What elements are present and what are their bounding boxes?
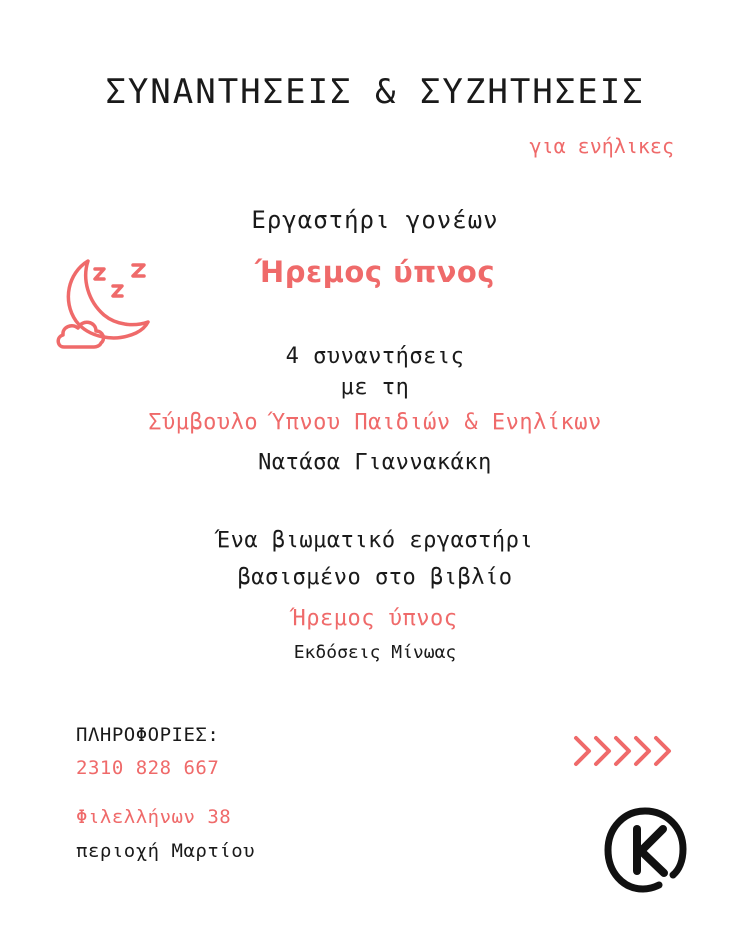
chevrons-right-icon: [572, 732, 682, 770]
book-intro: βασισμένο στο βιβλίο: [237, 565, 513, 590]
phone-number: 2310 828 667: [76, 757, 220, 779]
street-address: Φιλελλήνων 38: [76, 806, 232, 828]
info-label: ΠΛΗΡΟΦΟΡΙΕΣ:: [76, 724, 220, 746]
book-publisher: Εκδόσεις Μίνωας: [293, 642, 457, 663]
book-title: Ήρεμος ύπνος: [292, 606, 458, 631]
instructor-role: Σύμβουλο Ύπνου Παιδιών & Ενηλίκων: [148, 410, 602, 435]
workshop-type: Εργαστήρι γονέων: [251, 206, 499, 234]
moon-cloud-sleep-icon: [54, 255, 154, 355]
workshop-name: Ήρεμος ύπνος: [254, 255, 496, 289]
page-title: ΣΥΝΑΝΤΗΣΕΙΣ & ΣΥΖΗΤΗΣΕΙΣ: [105, 72, 645, 112]
sessions-count: 4 συναντήσεις: [285, 344, 465, 369]
instructor-name: Νατάσα Γιαννακάκη: [258, 450, 492, 475]
sessions-with: με τη: [340, 375, 410, 400]
audience-subtitle: για ενήλικες: [529, 134, 674, 158]
address-area: περιοχή Μαρτίου: [76, 840, 256, 862]
k-logo-icon: [603, 805, 691, 893]
workshop-description: Ένα βιωματικό εργαστήρι: [216, 528, 534, 553]
